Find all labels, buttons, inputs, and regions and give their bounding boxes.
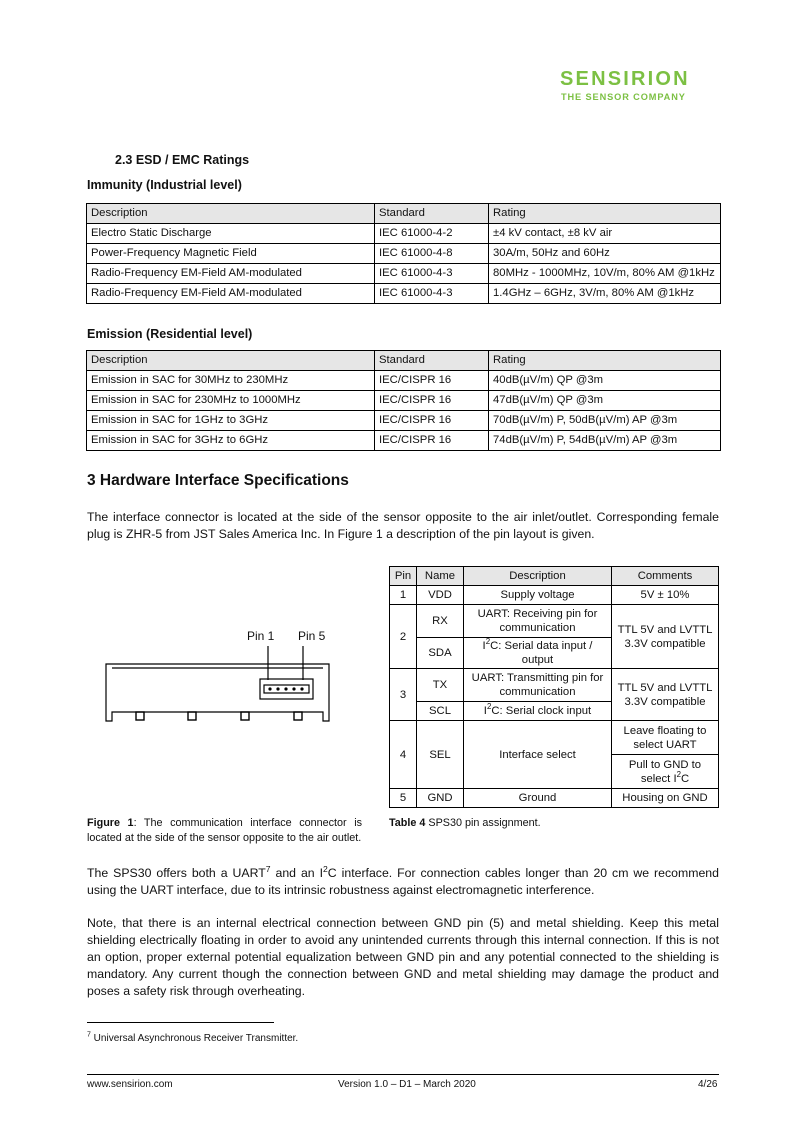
- table-row: [390, 586, 719, 605]
- table-cell: IEC 61000-4-2: [375, 224, 489, 244]
- pin-assignment-table: [389, 566, 719, 808]
- table-cell: IEC/CISPR 16: [375, 431, 489, 451]
- table-row: [390, 789, 719, 808]
- pin-name: TX: [417, 669, 464, 702]
- connector-pin: [300, 687, 303, 690]
- pin-comment: TTL 5V and LVTTL 3.3V compatible: [612, 605, 719, 669]
- paragraph-text: and an I: [270, 866, 323, 880]
- superscript: 2: [323, 863, 328, 874]
- pin-description: $I^2C$: Serial clock input: [464, 702, 612, 721]
- table-header-row: [390, 567, 719, 586]
- col-header: Pin: [390, 567, 417, 586]
- table-row: [87, 224, 721, 244]
- table-row: [390, 669, 719, 702]
- table-caption-label: Table 4: [389, 817, 426, 829]
- pin-description: $I^2C$: Serial data input / output: [464, 638, 612, 669]
- pin-comment: [612, 755, 719, 789]
- footnote-separator: [87, 1022, 274, 1023]
- connector-pin: [268, 687, 271, 690]
- table-row: [87, 244, 721, 264]
- connector-pin: [292, 687, 295, 690]
- pin-number: 5: [390, 789, 417, 808]
- pin1-label: Pin 1: [247, 629, 275, 643]
- table-cell: 30A/m, 50Hz and 60Hz: [489, 244, 721, 264]
- footnote-ref: 7: [265, 863, 271, 874]
- superscript: 2: [485, 637, 491, 647]
- table-cell: 74dB(µV/m) P, 54dB(µV/m) AP @3m: [489, 431, 721, 451]
- pin-number: 1: [390, 586, 417, 605]
- intro-paragraph: The interface connector is located at the side of the sensor opposite to the air inlet/outlet. Corresponding female plug is ZHR-5 from JST Sales America Inc. In Figure 1 a description of the pin layout is given.: [87, 510, 719, 541]
- pin-description: Supply voltage: [464, 586, 612, 605]
- table-cell: 40dB(µV/m) QP @3m: [489, 371, 721, 391]
- table-cell: Emission in SAC for 1GHz to 3GHz: [87, 411, 375, 431]
- table-cell: Radio-Frequency EM-Field AM-modulated: [87, 264, 375, 284]
- table-cell: 80MHz - 1000MHz, 10V/m, 80% AM @1kHz: [489, 264, 721, 284]
- table-caption-text: SPS30 pin assignment.: [425, 817, 541, 829]
- pin5-label: Pin 5: [298, 629, 326, 643]
- mounting-hole: [136, 712, 144, 720]
- table-header-row: [87, 204, 721, 224]
- table-row: [87, 411, 721, 431]
- pin-comment: TTL 5V and LVTTL 3.3V compatible: [612, 669, 719, 721]
- pin-name: VDD: [417, 586, 464, 605]
- section-title-hardware-interface: 3 Hardware Interface Specifications: [87, 472, 349, 489]
- col-header: Name: [417, 567, 464, 586]
- table-cell: IEC/CISPR 16: [375, 411, 489, 431]
- table-cell: ±4 kV contact, ±8 kV air: [489, 224, 721, 244]
- table-cell: IEC 61000-4-3: [375, 284, 489, 304]
- footnote-text: Universal Asynchronous Receiver Transmitter.: [90, 1033, 299, 1044]
- table-cell: IEC/CISPR 16: [375, 391, 489, 411]
- pin-number: 3: [390, 669, 417, 721]
- pin-number: 4: [390, 721, 417, 789]
- pin-name: SEL: [417, 721, 464, 789]
- mounting-hole: [241, 712, 249, 720]
- table-cell: Radio-Frequency EM-Field AM-modulated: [87, 284, 375, 304]
- connector-pin: [284, 687, 287, 690]
- table-row: [87, 371, 721, 391]
- mounting-hole: [188, 712, 196, 720]
- footer-page-number: 4/26: [698, 1079, 718, 1090]
- table-cell: Power-Frequency Magnetic Field: [87, 244, 375, 264]
- col-header: Rating: [489, 351, 721, 371]
- table-row: [87, 391, 721, 411]
- paragraph-text: C interface. For connection cables longer than 20 cm we recommend using the UART interface, due to its intrinsic robustness against electromagnetic interference.: [87, 866, 719, 897]
- pin-comment: 5V ± 10%: [612, 586, 719, 605]
- col-header: Description: [87, 351, 375, 371]
- logo-wordmark: SENSIRION: [560, 68, 690, 90]
- superscript: 2: [676, 769, 682, 779]
- paragraph-text: The SPS30 offers both a UART: [87, 866, 266, 880]
- mounting-hole: [294, 712, 302, 720]
- table-cell: 70dB(µV/m) P, 50dB(µV/m) AP @3m: [489, 411, 721, 431]
- pin-name: GND: [417, 789, 464, 808]
- figure-caption-label: Figure 1: [87, 817, 134, 829]
- table-caption: [389, 816, 541, 831]
- table-cell: IEC/CISPR 16: [375, 371, 489, 391]
- table-row: [87, 431, 721, 451]
- pin-comment-text: C: [681, 772, 690, 785]
- pin-name: RX: [417, 605, 464, 638]
- table-cell: 1.4GHz – 6GHz, 3V/m, 80% AM @1kHz: [489, 284, 721, 304]
- footer-website-link[interactable]: www.sensirion.com: [87, 1079, 173, 1090]
- table-row: [87, 264, 721, 284]
- col-header: Description: [464, 567, 612, 586]
- table-cell: IEC 61000-4-8: [375, 244, 489, 264]
- immunity-title: Immunity (Industrial level): [87, 178, 242, 192]
- table-cell: Emission in SAC for 30MHz to 230MHz: [87, 371, 375, 391]
- footnote: [87, 1033, 298, 1044]
- figure-caption-text: : The communication interface connector is located at the side of the sensor opposite to the air outlet.: [87, 817, 362, 844]
- footer-version: Version 1.0 – D1 – March 2020: [338, 1079, 476, 1090]
- logo-tagline: THE SENSOR COMPANY: [561, 92, 686, 102]
- pin-description: UART: Receiving pin for communication: [464, 605, 612, 638]
- footer-rule: [87, 1074, 719, 1075]
- pin-name: SDA: [417, 638, 464, 669]
- pin-number: 2: [390, 605, 417, 669]
- footnote-number: 7: [87, 1031, 91, 1039]
- uart-i2c-paragraph: [87, 865, 719, 899]
- immunity-table: [86, 203, 721, 304]
- table-row: [390, 605, 719, 638]
- emission-table: [86, 350, 721, 451]
- pin-description: Interface select: [464, 721, 612, 789]
- col-header: Rating: [489, 204, 721, 224]
- table-cell: Emission in SAC for 3GHz to 6GHz: [87, 431, 375, 451]
- section-title-esd-emc: 2.3 ESD / EMC Ratings: [115, 153, 250, 167]
- col-header: Comments: [612, 567, 719, 586]
- pin-description: Ground: [464, 789, 612, 808]
- table-row: [390, 721, 719, 755]
- table-row: [87, 284, 721, 304]
- pin-description-text: C: Serial data input / output: [490, 640, 593, 666]
- figure-caption: [87, 816, 362, 846]
- connector-pin: [276, 687, 279, 690]
- emission-title: Emission (Residential level): [87, 327, 253, 341]
- table-header-row: [87, 351, 721, 371]
- col-header: Description: [87, 204, 375, 224]
- superscript: 2: [486, 702, 492, 712]
- table-cell: Emission in SAC for 230MHz to 1000MHz: [87, 391, 375, 411]
- pin-comment-text: Pull to GND to select I: [628, 758, 702, 785]
- table-cell: 47dB(µV/m) QP @3m: [489, 391, 721, 411]
- table-cell: IEC 61000-4-3: [375, 264, 489, 284]
- table-cell: Electro Static Discharge: [87, 224, 375, 244]
- col-header: Standard: [375, 204, 489, 224]
- pin-description-text: C: Serial clock input: [491, 705, 592, 717]
- pin-name: SCL: [417, 702, 464, 721]
- pin-comment: Housing on GND: [612, 789, 719, 808]
- col-header: Standard: [375, 351, 489, 371]
- gnd-shielding-paragraph: Note, that there is an internal electrical connection between GND pin (5) and metal shielding. Keep this metal shielding electrically floating in order to avoid any unintended currents through this internal connection. If this is not an option, proper external potential equalization between GND pin and any potential connected to the shielding is mandatory. Any current though the connection between GND and metal shielding may damage the product and poses a safety risk through overheating.: [87, 916, 719, 998]
- pin-comment: Leave floating to select UART: [612, 721, 719, 755]
- pin-description: UART: Transmitting pin for communication: [464, 669, 612, 702]
